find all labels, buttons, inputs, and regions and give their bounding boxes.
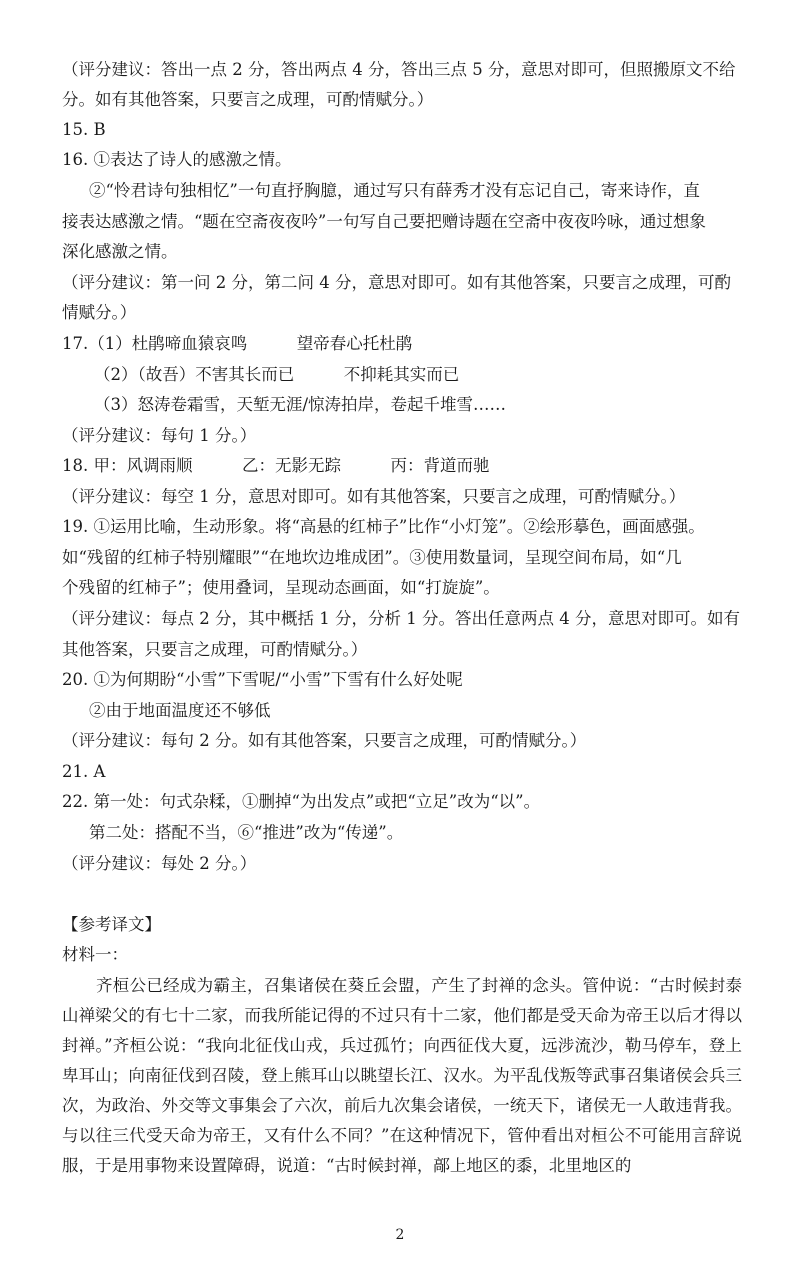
answer-19-line-1: 19. ①运用比喻，生动形象。将“高悬的红柿子”比作“小灯笼”。②绘形摹色，画面感强。 [62,517,705,536]
answer-17-part-1: 17.（1）杜鹃啼血猿哀鸣 望帝春心托杜鹃 [62,334,413,353]
scoring-note-22: （评分建议：每处 2 分。） [62,854,257,873]
answer-21: 21. A [62,762,106,781]
answer-17-part-3: （3）怒涛卷霜雪，天堑无涯/惊涛拍岸，卷起千堆雪…… [94,395,507,414]
translation-paragraph: 齐桓公已经成为霸主，召集诸侯在葵丘会盟，产生了封禅的念头。管仲说：“古时候封泰山禅梁父的有七十二家，而我所能记得的不过只有十二家，他们都是受天命为帝王以后才得以封禅。”齐桓公说：“我向北征伐山戎，兵过孤竹；向西征伐大夏，远涉流沙，勒马停车，登上卑耳山；向南征伐到召陵，登上熊耳山以眺望长江、汉水。为平乱伐叛等武事召集诸侯会兵三次，为政治、外交等文事集会了六次，前后九次集会诸侯，一统天下，诸侯无一人敢违背我。与以往三代受天命为帝王，又有什么不同？”在这种情况下，管仲看出对桓公不可能用言辞说服，于是用事物来设置障碍，说道：“古时候封禅，鄗上地区的黍，北里地区的 [62,976,742,1175]
answer-19-line-3: 个残留的红柿子”；使用叠词，呈现动态画面，如“打旋旋”。 [62,578,500,597]
scoring-note-14-line-1: （评分建议：答出一点 2 分，答出两点 4 分，答出三点 5 分，意思对即可，但照搬原文不给 [62,60,736,79]
scoring-note-20: （评分建议：每句 2 分。如有其他答案，只要言之成理，可酌情赋分。） [62,731,587,750]
answer-15: 15. B [62,120,106,139]
scoring-note-19-line-1: （评分建议：每点 2 分，其中概括 1 分，分析 1 分。答出任意两点 4 分，意思对即可。如有 [62,609,740,628]
scoring-note-17: （评分建议：每句 1 分。） [62,426,257,445]
page-number: 2 [395,1227,405,1243]
material-1-label: 材料一： [62,945,128,964]
scoring-note-14-line-2: 分。如有其他答案，只要言之成理，可酌情赋分。） [62,90,434,109]
answer-17-part-2: （2）（故吾）不害其长而已 不抑耗其实而已 [94,365,460,384]
scoring-note-16-line-2: 情赋分。） [62,303,137,322]
scoring-note-16-line-1: （评分建议：第一问 2 分，第二问 4 分，意思对即可。如有其他答案，只要言之成理，可酌 [62,273,731,292]
scoring-note-19-line-2: 其他答案，只要言之成理，可酌情赋分。） [62,640,368,659]
answer-22-part-2: 第二处：搭配不当，⑥“推进”改为“传递”。 [89,823,404,842]
section-heading-translation: 【参考译文】 [62,915,161,934]
answer-16-part-2-line-1: ②“怜君诗句独相忆”一句直抒胸臆，通过写只有薛秀才没有忘记自己，寄来诗作，直 [89,181,700,200]
answer-16-part-2-line-3: 深化感激之情。 [62,242,178,261]
answer-22-part-1: 22. 第一处：句式杂糅，①删掉“为出发点”或把“立足”改为“以”。 [62,792,541,811]
answer-18: 18. 甲：风调雨顺 乙：无影无踪 丙：背道而驰 [62,456,490,475]
answer-19-line-2: 如“残留的红柿子特别耀眼”“在地坎边堆成团”。③使用数量词，呈现空间布局，如“几 [62,548,682,567]
answer-16-part-1: 16. ①表达了诗人的感激之情。 [62,150,292,169]
answer-20-part-1: 20. ①为何期盼“小雪”下雪呢/“小雪”下雪有什么好处呢 [62,670,463,689]
answer-20-part-2: ②由于地面温度还不够低 [89,701,271,720]
scoring-note-18: （评分建议：每空 1 分，意思对即可。如有其他答案，只要言之成理，可酌情赋分。） [62,487,686,506]
answer-16-part-2-line-2: 接表达感激之情。“题在空斋夜夜吟”一句写自己要把赠诗题在空斋中夜夜吟咏，通过想象 [62,212,706,231]
